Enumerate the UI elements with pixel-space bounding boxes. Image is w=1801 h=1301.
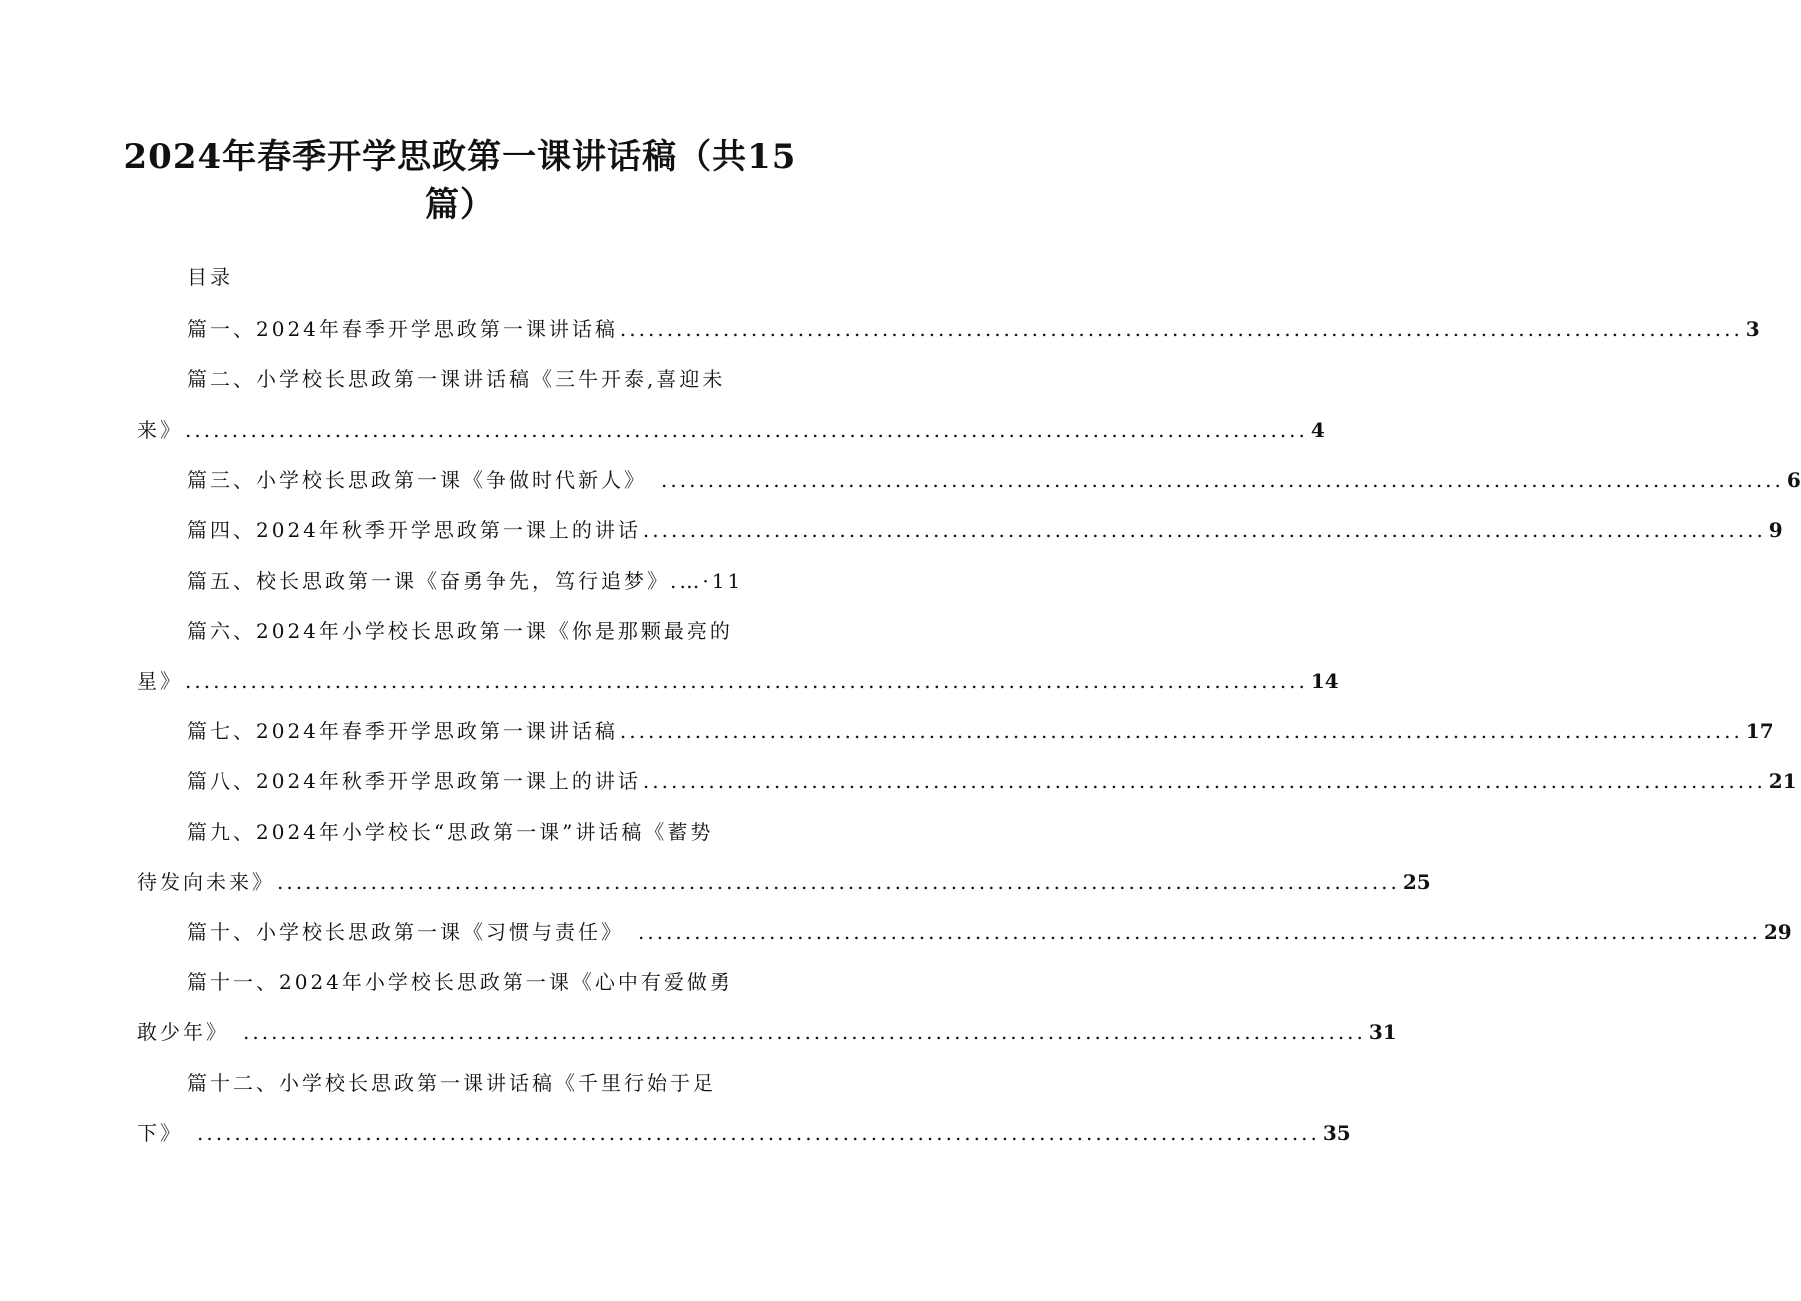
- toc-entry-9-continuation[interactable]: [137, 865, 1431, 899]
- toc-entry-8[interactable]: [187, 764, 1797, 798]
- toc-entry-text-continued: 星》: [137, 669, 183, 693]
- toc-entry-text: 篇十一、2024年小学校长思政第一课《心中有爱做勇: [187, 970, 733, 994]
- toc-page-number: 31: [1368, 1020, 1397, 1044]
- toc-entry-12-continuation[interactable]: [137, 1116, 1351, 1150]
- toc-entry-11-continuation[interactable]: [137, 1015, 1397, 1049]
- toc-entry-7[interactable]: [187, 714, 1774, 748]
- toc-entry-text: 篇十、小学校长思政第一课《习惯与责任》: [187, 920, 624, 944]
- toc-dot-leader: ........................................................................................................................: [661, 468, 1784, 492]
- toc-entry-text: 篇四、2024年秋季开学思政第一课上的讲话: [187, 518, 641, 542]
- document-title-line-2: 篇）: [425, 185, 495, 225]
- toc-dot-leader: ........................................................................................................................: [619, 317, 1743, 341]
- toc-page-number: 29: [1763, 920, 1792, 944]
- toc-entry-12[interactable]: [187, 1066, 772, 1100]
- toc-entry-text: 篇八、2024年秋季开学思政第一课上的讲话: [187, 769, 641, 793]
- toc-page-number: 35: [1322, 1121, 1351, 1145]
- toc-entry-3[interactable]: [187, 463, 1801, 497]
- toc-entry-2-continuation[interactable]: [137, 413, 1325, 447]
- toc-dot-leader: ........................................................................................................................: [642, 518, 1766, 542]
- toc-dot-leader: ........................................................................................................................: [619, 719, 1743, 743]
- toc-dot-leader: ........................................................................................................................: [243, 1020, 1366, 1044]
- toc-page-number: 17: [1745, 719, 1774, 743]
- toc-entry-text: 篇五、校长思政第一课《奋勇争先，笃行追梦》.…·11: [187, 569, 744, 593]
- toc-entry-text: 篇六、2024年小学校长思政第一课《你是那颗最亮的: [187, 619, 733, 643]
- toc-entry-9[interactable]: [187, 815, 772, 849]
- toc-dot-leader: ........................................................................................................................: [277, 870, 1400, 894]
- toc-entry-1[interactable]: [187, 312, 1760, 346]
- toc-entry-6[interactable]: [187, 614, 772, 648]
- toc-entry-11[interactable]: [187, 965, 772, 999]
- toc-page-number: 3: [1745, 317, 1760, 341]
- toc-entry-5[interactable]: [187, 564, 772, 598]
- toc-entry-2[interactable]: [187, 362, 772, 396]
- toc-dot-leader: ........................................................................................................................: [185, 418, 1308, 442]
- toc-page-number: 6: [1786, 468, 1801, 492]
- toc-entry-10[interactable]: [187, 915, 1792, 949]
- document-title-line-1: 2024年春季开学思政第一课讲话稿（共15: [123, 137, 797, 177]
- toc-page-number: 9: [1768, 518, 1783, 542]
- toc-entry-text: 篇一、2024年春季开学思政第一课讲话稿: [187, 317, 618, 341]
- toc-entry-text: 篇三、小学校长思政第一课《争做时代新人》: [187, 468, 647, 492]
- toc-heading: 目录: [187, 265, 233, 289]
- toc-entry-text: 篇七、2024年春季开学思政第一课讲话稿: [187, 719, 618, 743]
- toc-page-number: 14: [1310, 669, 1339, 693]
- toc-entry-text: 篇九、2024年小学校长“思政第一课”讲话稿《蓄势: [187, 820, 714, 844]
- toc-dot-leader: ........................................................................................................................: [185, 669, 1308, 693]
- toc-dot-leader: ........................................................................................................................: [638, 920, 1761, 944]
- toc-entry-text-continued: 下》: [137, 1121, 183, 1145]
- toc-page-number: 25: [1402, 870, 1431, 894]
- toc-dot-leader: ........................................................................................................................: [197, 1121, 1320, 1145]
- toc-page-number: 4: [1310, 418, 1325, 442]
- toc-entry-text: 篇十二、小学校长思政第一课讲话稿《千里行始于足: [187, 1071, 716, 1095]
- toc-entry-text-continued: 敢少年》: [137, 1020, 229, 1044]
- toc-entry-4[interactable]: [187, 513, 1783, 547]
- toc-page-number: 21: [1768, 769, 1797, 793]
- toc-dot-leader: ........................................................................................................................: [642, 769, 1766, 793]
- toc-entry-text-continued: 来》: [137, 418, 183, 442]
- toc-entry-text-continued: 待发向未来》: [137, 870, 275, 894]
- toc-entry-6-continuation[interactable]: [137, 664, 1339, 698]
- toc-entry-text: 篇二、小学校长思政第一课讲话稿《三牛开泰,喜迎未: [187, 367, 726, 391]
